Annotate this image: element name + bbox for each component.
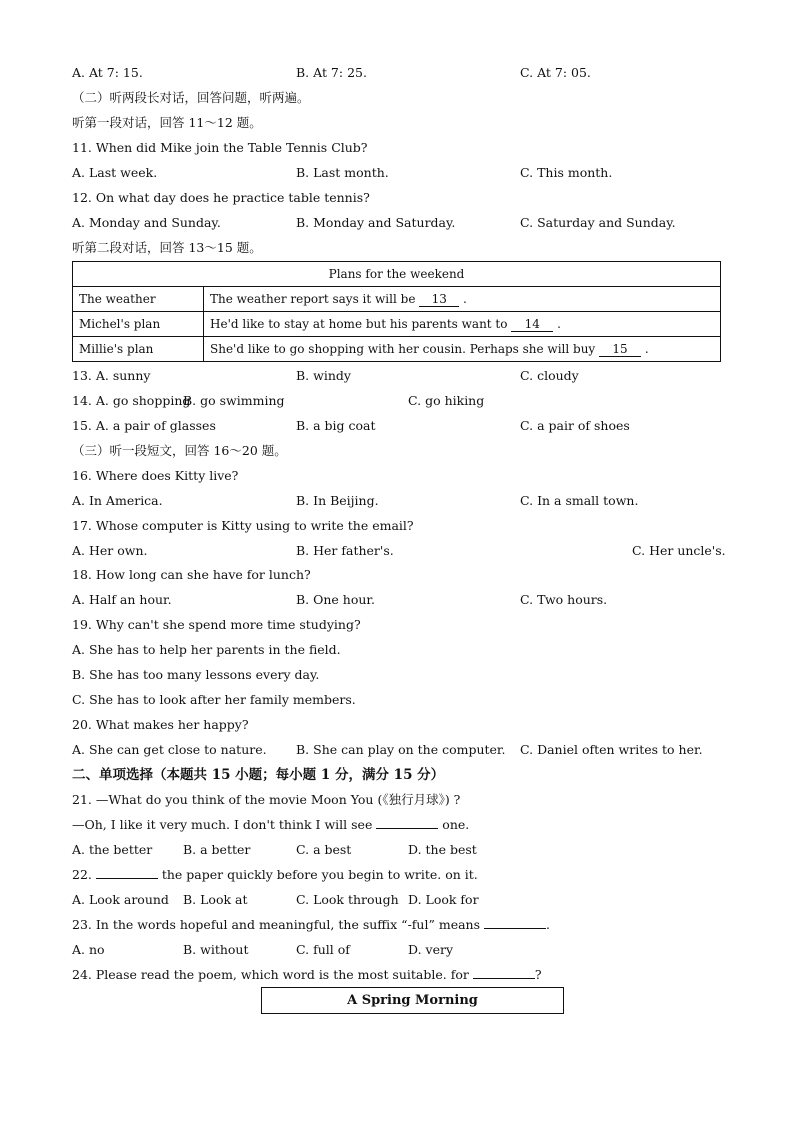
q19-option-b: B. She has too many lessons every day. <box>72 667 320 682</box>
plans-table <box>72 261 721 362</box>
q15-option-a: 15. A. a pair of glasses <box>72 418 216 433</box>
poem-title: A Spring Morning <box>261 987 564 1014</box>
q23-option-a: A. no <box>72 942 105 957</box>
q10-option-c: C. At 7: 05. <box>520 65 591 80</box>
q23-option-c: C. full of <box>296 942 350 957</box>
q19-option-c: C. She has to look after her family members. <box>72 692 356 707</box>
answer-blank-23 <box>484 928 546 929</box>
q19-stem: 19. Why can't she spend more time studying? <box>72 617 361 632</box>
row-label-weather: The weather <box>73 287 204 312</box>
q12-option-a: A. Monday and Sunday. <box>72 215 221 230</box>
q23-option-b: B. without <box>183 942 249 957</box>
row-text-michel: He'd like to stay at home but his parents want to 14 . <box>204 312 721 337</box>
row-text-weather: The weather report says it will be 13 . <box>204 287 721 312</box>
q21-option-d: D. the best <box>408 842 477 857</box>
q14-option-c: C. go hiking <box>408 393 485 408</box>
table-row <box>73 337 721 362</box>
q16-stem: 16. Where does Kitty live? <box>72 468 239 483</box>
answer-blank-24 <box>473 978 535 979</box>
q19-option-a: A. She has to help her parents in the field. <box>72 642 341 657</box>
q22-stem: 22. the paper quickly before you begin to write. on it. <box>72 867 478 882</box>
q11-stem: 11. When did Mike join the Table Tennis Club? <box>72 140 368 155</box>
q15-option-c: C. a pair of shoes <box>520 418 630 433</box>
section2-title: （二）听两段长对话，回答问题，听两遍。 <box>72 90 310 105</box>
q13-option-b: B. windy <box>296 368 351 383</box>
q22-option-a: A. Look around <box>72 892 169 907</box>
q16-option-a: A. In America. <box>72 493 163 508</box>
q14-option-a: 14. A. go shopping <box>72 393 191 408</box>
answer-blank-22 <box>96 878 158 879</box>
q12-option-c: C. Saturday and Sunday. <box>520 215 676 230</box>
table-row <box>73 312 721 337</box>
q21-option-c: C. a best <box>296 842 352 857</box>
q16-option-b: B. In Beijing. <box>296 493 379 508</box>
q17-option-a: A. Her own. <box>72 543 148 558</box>
q20-stem: 20. What makes her happy? <box>72 717 249 732</box>
row-text-millie: She'd like to go shopping with her cousin. Perhaps she will buy 15 . <box>204 337 721 362</box>
part2-title: 二、单项选择（本题共 15 小题；每小题 1 分，满分 15 分） <box>72 767 445 783</box>
dialogue2-title: 听第二段对话，回答 13～15 题。 <box>72 240 262 255</box>
q12-stem: 12. On what day does he practice table tennis? <box>72 190 370 205</box>
q20-option-c: C. Daniel often writes to her. <box>520 742 703 757</box>
table-row <box>73 287 721 312</box>
answer-blank-21 <box>376 828 438 829</box>
q13-option-c: C. cloudy <box>520 368 579 383</box>
answer-blank-15: 15 <box>599 342 641 357</box>
q14-option-b: B. go swimming <box>183 393 285 408</box>
q24-stem: 24. Please read the poem, which word is the most suitable. for ? <box>72 967 542 982</box>
q21-reply: —Oh, I like it very much. I don't think I will see one. <box>72 817 470 832</box>
q18-option-b: B. One hour. <box>296 592 376 607</box>
q10-option-a: A. At 7: 15. <box>72 65 143 80</box>
q20-option-a: A. She can get close to nature. <box>72 742 267 757</box>
row-label-millie: Millie's plan <box>73 337 204 362</box>
q11-option-a: A. Last week. <box>72 165 158 180</box>
q15-option-b: B. a big coat <box>296 418 376 433</box>
q11-option-c: C. This month. <box>520 165 613 180</box>
plans-table-title: Plans for the weekend <box>73 262 721 287</box>
q21-option-a: A. the better <box>72 842 153 857</box>
q16-option-c: C. In a small town. <box>520 493 639 508</box>
q17-option-b: B. Her father's. <box>296 543 394 558</box>
section3-title: （三）听一段短文，回答 16～20 题。 <box>72 443 287 458</box>
q12-option-b: B. Monday and Saturday. <box>296 215 456 230</box>
q23-option-d: D. very <box>408 942 454 957</box>
q17-stem: 17. Whose computer is Kitty using to write the email? <box>72 518 414 533</box>
dialogue1-title: 听第一段对话，回答 11～12 题。 <box>72 115 262 130</box>
q11-option-b: B. Last month. <box>296 165 389 180</box>
q23-stem: 23. In the words hopeful and meaningful, the suffix “-ful” means . <box>72 917 550 932</box>
row-label-michel: Michel's plan <box>73 312 204 337</box>
q18-option-a: A. Half an hour. <box>72 592 172 607</box>
answer-blank-13: 13 <box>419 292 459 307</box>
q18-option-c: C. Two hours. <box>520 592 608 607</box>
q21-stem: 21. —What do you think of the movie Moon You (《独行月球》) ? <box>72 792 461 807</box>
q22-option-b: B. Look at <box>183 892 248 907</box>
q18-stem: 18. How long can she have for lunch? <box>72 567 311 582</box>
answer-blank-14: 14 <box>511 317 553 332</box>
q13-option-a: 13. A. sunny <box>72 368 151 383</box>
q22-option-d: D. Look for <box>408 892 479 907</box>
q21-option-b: B. a better <box>183 842 251 857</box>
q22-option-c: C. Look through <box>296 892 399 907</box>
q17-option-c: C. Her uncle's. <box>632 543 726 558</box>
q10-option-b: B. At 7: 25. <box>296 65 367 80</box>
q20-option-b: B. She can play on the computer. <box>296 742 506 757</box>
